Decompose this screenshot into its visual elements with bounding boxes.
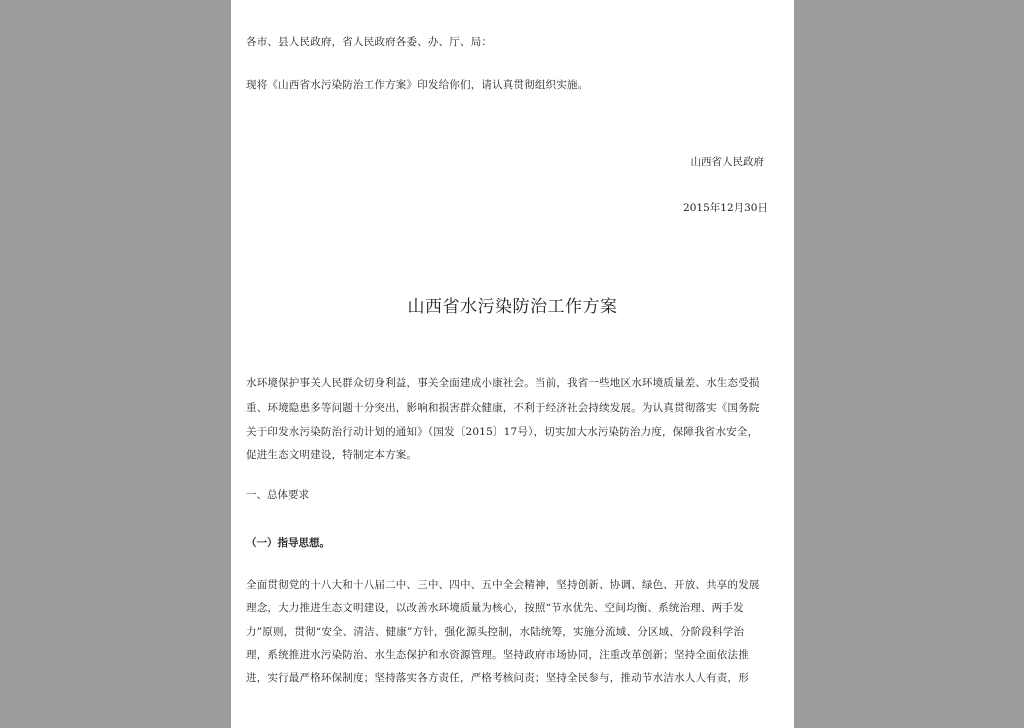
document-page (231, 0, 794, 728)
paragraph-line: 理，系统推进水污染防治、水生态保护和水资源管理。坚持政府市场协同，注重改革创新；坚持全面依法推 (246, 649, 749, 661)
paragraph-line: 理念，大力推进生态文明建设，以改善水环境质量为核心，按照“节水优先、空间均衡、系统治理、两手发 (246, 602, 744, 614)
issuer: 山西省人民政府 (690, 156, 764, 168)
document-title: 山西省水污染防治工作方案 (407, 297, 618, 317)
salutation: 各市、县人民政府，省人民政府各委、办、厅、局： (246, 36, 493, 48)
paragraph-line: 重、环境隐患多等问题十分突出，影响和损害群众健康，不利于经济社会持续发展。为认真贯彻落实《国务院 (246, 402, 760, 414)
issue-date: 2015年12月30日 (683, 202, 768, 214)
paragraph-line: 水环境保护事关人民群众切身利益，事关全面建成小康社会。当前，我省一些地区水环境质量差、水生态受损 (246, 377, 760, 389)
paragraph-line: 全面贯彻党的十八大和十八届二中、三中、四中、五中全会精神，坚持创新、协调、绿色、开放、共享的发展 (246, 579, 760, 591)
subsection-heading: （一）指导思想。 (246, 537, 330, 549)
paragraph-line: 进，实行最严格环保制度；坚持落实各方责任，严格考核问责；坚持全民参与，推动节水洁水人人有责，形 (246, 672, 749, 684)
notice-text: 现将《山西省水污染防治工作方案》印发给你们，请认真贯彻组织实施。 (246, 79, 589, 91)
section-heading: 一、总体要求 (246, 489, 309, 501)
paragraph-line: 力”原则，贯彻“安全、清洁、健康”方针，强化源头控制，水陆统筹，实施分流域、分区域、分阶段科学治 (246, 626, 745, 638)
paragraph-line: 促进生态文明建设，特制定本方案。 (246, 449, 418, 461)
paragraph-line: 关于印发水污染防治行动计划的通知》（国发〔2015〕17号），切实加大水污染防治力度，保障我省水安全， (246, 426, 759, 438)
